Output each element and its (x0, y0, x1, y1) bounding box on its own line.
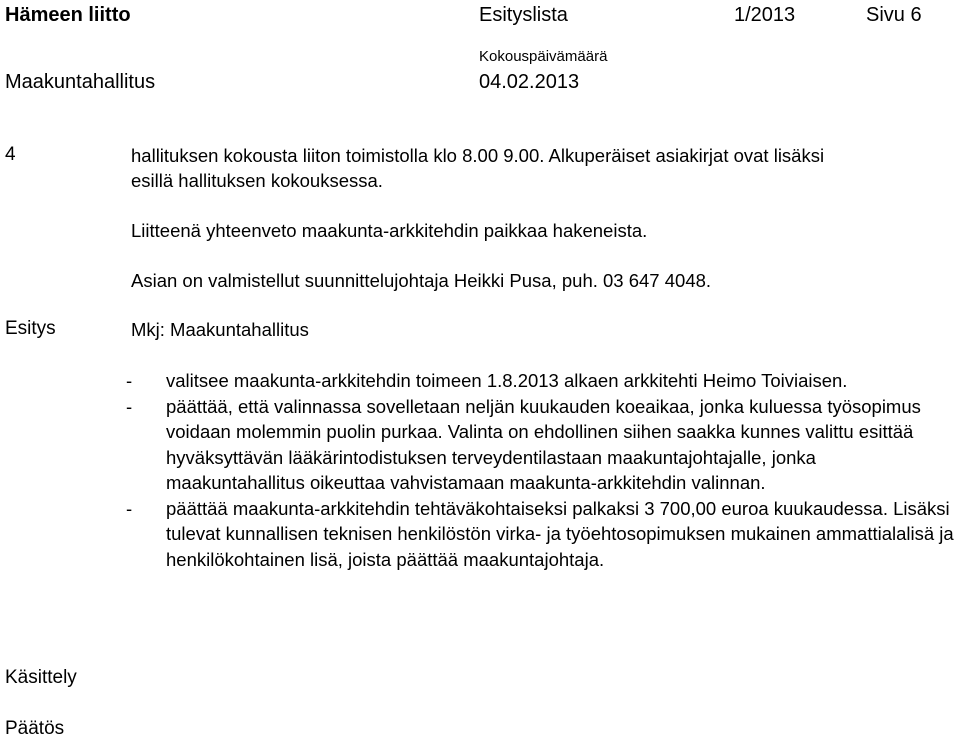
organization-name: Hämeen liitto (5, 4, 131, 26)
paragraph-line: hallituksen kokousta liiton toimistolla klo 8.00 9.00. Alkuperäiset asiakirjat ovat lisäksi (131, 145, 825, 166)
list-item-text: päättää, että valinnassa sovelletaan neljän kuukauden koeaikaa, jonka kuluessa työsopimus voidaan molemmin puolin purkaa. Valinta on ehdollinen siihen saakka kunnes valittu esittää hyväksyttävän lääkärintodistuksen terveydentilastaan maakuntajohtajalle, jonka maakuntahallitus oikeuttaa vahvistamaan maakunta-arkkitehdin valinnan. (166, 395, 921, 493)
document-number: 1/2013 (734, 4, 796, 26)
document-type: Esityslista (479, 4, 568, 26)
list-item-text: päättää maakunta-arkkitehdin tehtäväkohtaiseksi palkaksi 3 700,00 euroa kuukaudessa. Lisäksi tulevat kunnallisen teknisen henkilöstön virka- ja työehtosopimuksen mukainen ammattialalisä ja henkilökohtainen lisä, joista päättää maakuntajohtaja. (166, 497, 954, 570)
item-number: 4 (5, 144, 16, 165)
attachment-note: Liitteenä yhteenveto maakunta-arkkitehdin paikkaa hakeneista. (131, 220, 648, 241)
list-item-text: valitsee maakunta-arkkitehdin toimeen 1.8.2013 alkaen arkkitehti Heimo Toiviaisen. (166, 370, 848, 391)
bullet-dash: - (126, 395, 133, 417)
decision-label: Päätös (5, 718, 65, 739)
processing-label: Käsittely (5, 667, 77, 688)
governing-body: Maakuntahallitus (5, 71, 156, 93)
proposal-list (126, 368, 956, 572)
list-item (126, 394, 956, 496)
bullet-dash: - (126, 497, 133, 519)
list-item (126, 368, 956, 394)
proposal-label: Esitys (5, 318, 56, 339)
preparer-note: Asian on valmistellut suunnittelujohtaja Heikki Pusa, puh. 03 647 4048. (131, 270, 712, 291)
paragraph-line: esillä hallituksen kokouksessa. (131, 170, 383, 191)
proposer: Mkj: Maakuntahallitus (131, 319, 309, 340)
meeting-date: 04.02.2013 (479, 71, 580, 93)
bullet-dash: - (126, 370, 133, 391)
page-number: Sivu 6 (866, 4, 922, 26)
meeting-date-label: Kokouspäivämäärä (479, 48, 608, 65)
list-item (126, 496, 956, 573)
